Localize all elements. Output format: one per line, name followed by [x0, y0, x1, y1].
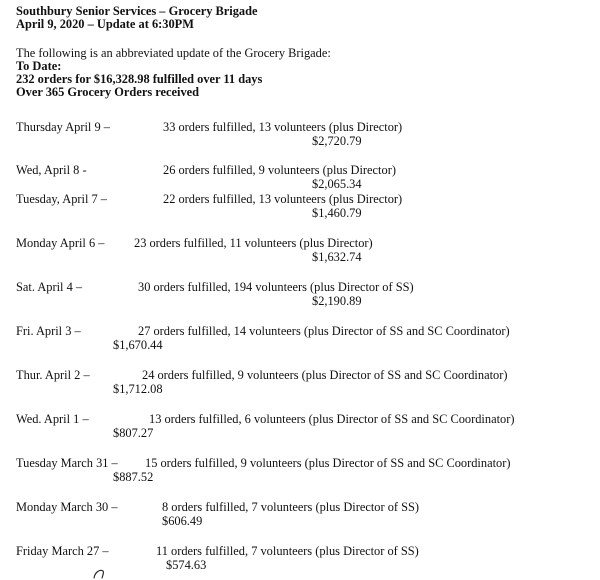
entry-amount: $2,720.79: [312, 134, 362, 148]
entry-day: Monday March 30 –: [16, 500, 118, 514]
header-date-line: April 9, 2020 – Update at 6:30PM: [16, 17, 194, 31]
entry-detail: 15 orders fulfilled, 9 volunteers (plus Director of SS and SC Coordinator): [145, 456, 511, 470]
entry-day: Thursday April 9 –: [16, 120, 110, 134]
entry-day: Tuesday, April 7 –: [16, 192, 107, 206]
entry-amount: $887.52: [113, 470, 154, 484]
entry-detail: 8 orders fulfilled, 7 volunteers (plus Director of SS): [162, 500, 420, 514]
orders-summary: 232 orders for $16,328.98 fulfilled over 11 days: [16, 72, 263, 86]
entry-detail: 22 orders fulfilled, 13 volunteers (plus Director): [163, 192, 403, 206]
pen-mark-icon: [92, 566, 106, 580]
entry-amount: $606.49: [162, 514, 203, 528]
entry-detail: 30 orders fulfilled, 194 volunteers (plus Director of SS): [138, 280, 414, 294]
entry-day: Wed, April 8 -: [16, 163, 87, 177]
entry-day: Tuesday March 31 –: [16, 456, 118, 470]
to-date-label: To Date:: [16, 59, 62, 73]
entry-amount: $1,632.74: [312, 250, 362, 264]
entry-detail: 24 orders fulfilled, 9 volunteers (plus Director of SS and SC Coordinator): [142, 368, 508, 382]
entry-amount: $1,670.44: [113, 338, 163, 352]
entry-amount: $1,712.08: [113, 382, 163, 396]
entry-day: Sat. April 4 –: [16, 280, 83, 294]
entry-detail: 13 orders fulfilled, 6 volunteers (plus Director of SS and SC Coordinator): [149, 412, 515, 426]
entry-day: Friday March 27 –: [16, 544, 109, 558]
entry-day: Thur. April 2 –: [16, 368, 90, 382]
entry-day: Monday April 6 –: [16, 236, 105, 250]
received-summary: Over 365 Grocery Orders received: [16, 85, 200, 99]
header-org-line: Southbury Senior Services – Grocery Brigade: [16, 4, 258, 18]
intro-sentence: The following is an abbreviated update of the Grocery Brigade:: [16, 46, 331, 60]
entry-amount: $2,190.89: [312, 294, 362, 308]
entry-day: Wed. April 1 –: [16, 412, 89, 426]
entry-amount: $574.63: [166, 558, 207, 572]
entry-detail: 26 orders fulfilled, 9 volunteers (plus Director): [163, 163, 396, 177]
entry-amount: $2,065.34: [312, 177, 362, 191]
entry-day: Fri. April 3 –: [16, 324, 81, 338]
entry-detail: 27 orders fulfilled, 14 volunteers (plus Director of SS and SC Coordinator): [138, 324, 510, 338]
entry-detail: 23 orders fulfilled, 11 volunteers (plus Director): [134, 236, 373, 250]
entry-amount: $807.27: [113, 426, 154, 440]
entry-detail: 11 orders fulfilled, 7 volunteers (plus Director of SS): [156, 544, 419, 558]
entry-detail: 33 orders fulfilled, 13 volunteers (plus Director): [163, 120, 403, 134]
entry-amount: $1,460.79: [312, 206, 362, 220]
